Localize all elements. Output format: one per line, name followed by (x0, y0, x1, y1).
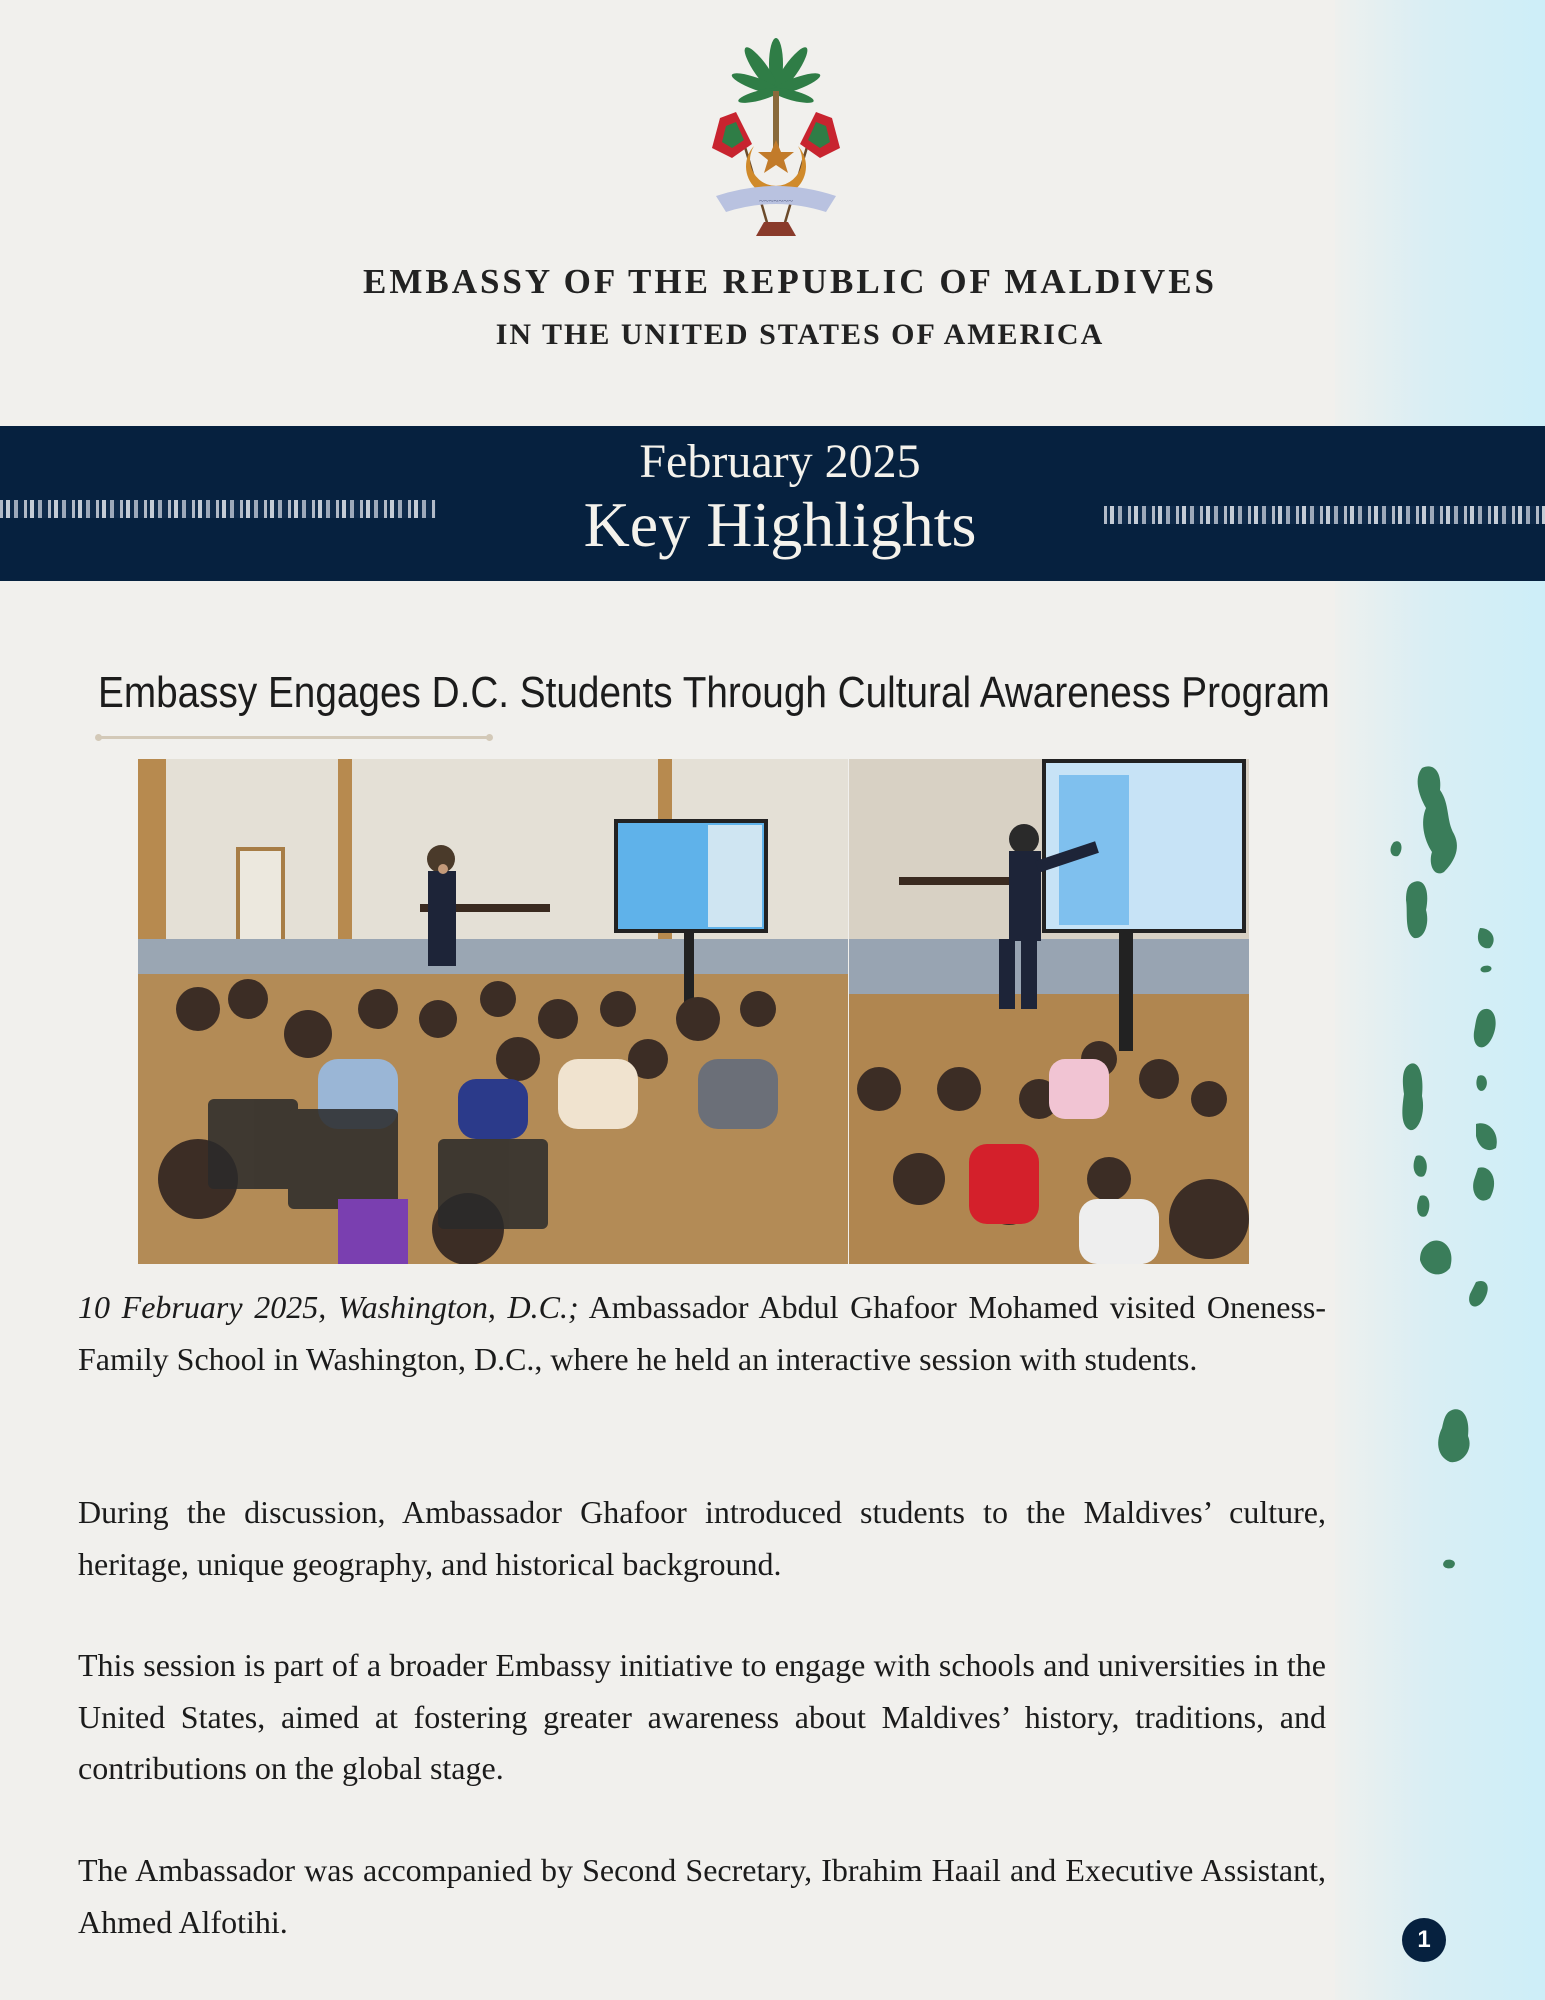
article-paragraph-2: During the discussion, Ambassador Ghafoor introduced students to the Maldives’ culture, heritage, unique geography, and historical background. (78, 1494, 1326, 1582)
article-paragraph-1-text: Ambassador Abdul Ghafoor Mohamed visited Oneness-Family School in Washington, D.C., where he held an interactive session with students. (78, 1289, 1327, 1377)
embassy-subtitle: IN THE UNITED STATES OF AMERICA (495, 318, 1105, 351)
banner-month: February 2025 (639, 435, 921, 488)
article-paragraph-4: The Ambassador was accompanied by Second Secretary, Ibrahim Haail and Executive Assistant, Ahmed Alfotihi. (78, 1852, 1326, 1940)
page-number-badge: 1 (1402, 1918, 1446, 1962)
maldives-map-icon (1380, 760, 1530, 1590)
article-dateline: 10 February 2025, Washington, D.C.; (78, 1289, 579, 1325)
svg-text:~~~~~~~: ~~~~~~~ (758, 196, 794, 206)
event-photo-classroom (138, 759, 848, 1264)
article-headline: Embassy Engages D.C. Students Through Cultural Awareness Program (98, 668, 1330, 717)
highlights-banner (0, 426, 1545, 581)
maldives-emblem-icon (676, 36, 876, 246)
headline-underline (98, 736, 490, 739)
article-paragraph-3: This session is part of a broader Embassy initiative to engage with schools and universities in the United States, aimed at fostering greater awareness about Maldives’ history, traditions, and contributions on the global stage. (78, 1647, 1326, 1786)
embassy-title: EMBASSY OF THE REPUBLIC OF MALDIVES (362, 262, 1218, 301)
event-photo-ambassador-presenting (849, 759, 1249, 1264)
banner-title: Key Highlights (583, 489, 977, 560)
article-paragraph-1 (78, 1282, 1326, 1385)
